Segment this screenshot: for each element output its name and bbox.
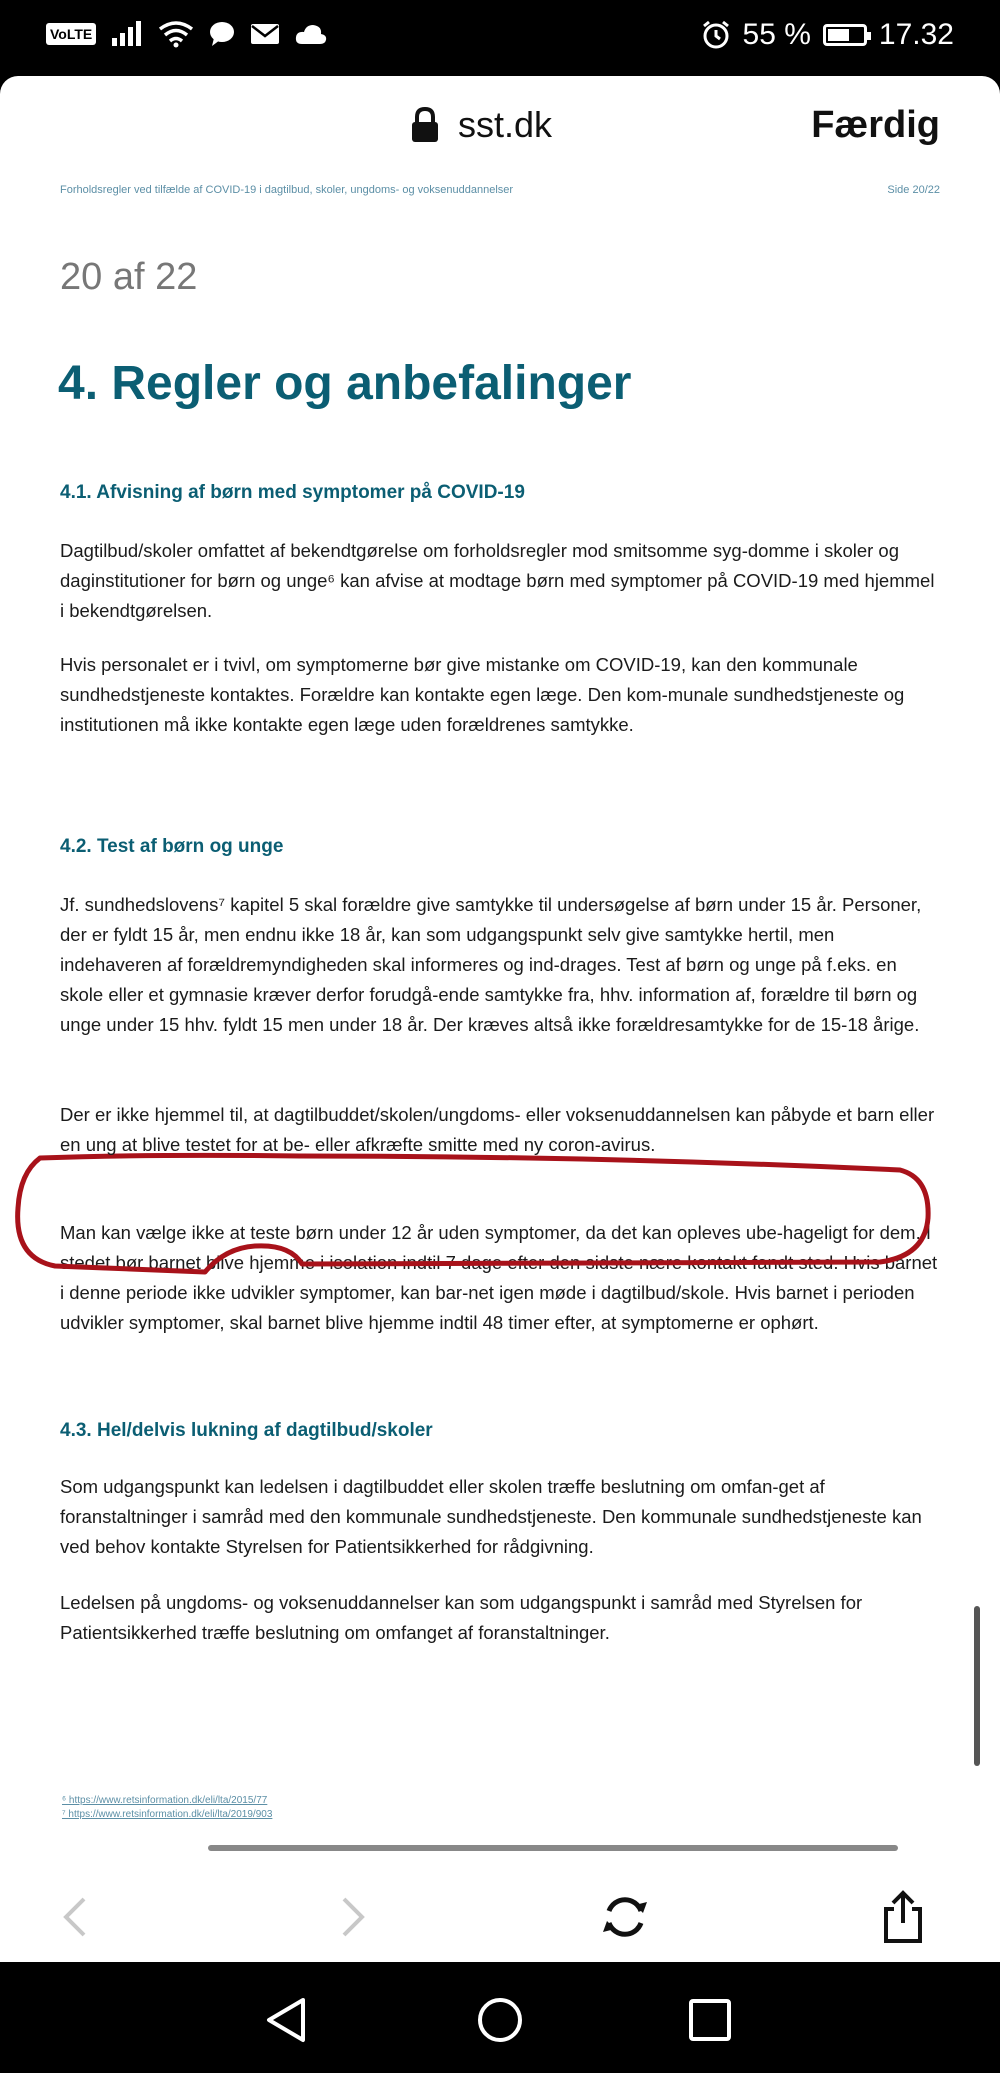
- paragraph: Dagtilbud/skoler omfattet af bekendtgørelse om forholdsregler mod smitsomme syg-domme i skoler og daginstitutioner for børn og unge⁶ kan afvise at modtage børn med symptomer på COVID-19 med hjemmel i bekendtgørelsen.: [60, 540, 935, 621]
- running-header-page: Side 20/22: [887, 184, 940, 196]
- paragraph: Jf. sundhedslovens⁷ kapitel 5 skal forældre give samtykke til undersøgelse af børn under 15 år. Personer, der er fyldt 15 år, men endnu ikke 18 år, kan som udgangspunkt selv give samtykke hertil, men indehaveren af forældremyndigheden skal informeres og ind-drages. Test af børn og unge på f.eks. en skole eller et gymnasie kræver derfor forudgå-ende samtykke fra, hhv. information af, forældre til børn og unge under 15 hhv. fyldt 15 men under 18 år. Der kræves altså ikke forældresamtykke for de 15-18 årige.: [60, 894, 922, 1035]
- footnote-link[interactable]: ⁷ https://www.retsinformation.dk/eli/lta/2019/903: [62, 1809, 273, 1820]
- paragraph: Ledelsen på ungdoms- og voksenuddannelser kan som udgangspunkt i samråd med Styrelsen for Patientsikkerhed træffe beslutning om omfanget af foranstaltninger.: [60, 1592, 863, 1643]
- circle-home-icon: [475, 1995, 525, 2045]
- paragraph: Som udgangspunkt kan ledelsen i dagtilbuddet eller skolen træffe beslutning om omfan-get af foranstaltninger i samråd med den kommunale sundhedstjeneste. Den kommunale sundhedstjeneste kan ved behov kontakte Styrelsen for Patientsikkerhed for rådgivning.: [60, 1476, 922, 1557]
- back-button[interactable]: [40, 1882, 110, 1952]
- status-bar: [0, 0, 1000, 76]
- address-bar[interactable]: [410, 104, 552, 146]
- status-right: [701, 18, 954, 52]
- browser-top-bar: [0, 76, 1000, 172]
- forward-button[interactable]: [318, 1882, 388, 1952]
- signal-icon: [110, 20, 144, 48]
- alarm-icon: [701, 20, 731, 50]
- triangle-back-icon: [263, 1995, 309, 2045]
- nav-recents-button[interactable]: [680, 1990, 740, 2050]
- paragraph: Hvis personalet er i tvivl, om symptomerne bør give mistanke om COVID-19, kan den kommunale sundhedstjeneste kontaktes. Forældre kan kontakte egen læge. Den kom-munale sundhedstjeneste og institutionen må ikke kontakte egen læge uden forældrenes samtykke.: [60, 654, 905, 735]
- wifi-icon: [158, 20, 194, 48]
- footnote-link[interactable]: ⁶ https://www.retsinformation.dk/eli/lta/2015/77: [62, 1795, 268, 1806]
- chevron-left-icon: [60, 1895, 90, 1939]
- clock: 17.32: [878, 18, 954, 51]
- section-heading-4-3: 4.3. Hel/delvis lukning af dagtilbud/skoler: [60, 1420, 433, 1441]
- url-text: sst.dk: [458, 104, 553, 145]
- page-indicator: 20 af 22: [60, 256, 198, 298]
- square-recents-icon: [687, 1997, 733, 2043]
- battery-percent: 55 %: [742, 18, 811, 51]
- mail-icon: [250, 22, 280, 46]
- reload-icon: [599, 1891, 651, 1943]
- share-icon: [880, 1889, 926, 1945]
- chat-bubble-icon: [208, 20, 236, 48]
- section-heading-4-2: 4.2. Test af børn og unge: [60, 836, 284, 857]
- battery-icon: [823, 24, 867, 46]
- red-circle-annotation: [0, 1148, 1000, 1318]
- done-button[interactable]: Færdig: [811, 104, 940, 146]
- browser-bottom-toolbar: [0, 1876, 1000, 1962]
- cloud-icon: [294, 22, 328, 46]
- section-heading-4-1: 4.1. Afvisning af børn med symptomer på COVID-19: [60, 482, 525, 503]
- chevron-right-icon: [338, 1895, 368, 1939]
- status-left: [46, 20, 328, 48]
- nav-back-button[interactable]: [256, 1990, 316, 2050]
- volte-badge: VoLTE: [46, 23, 96, 45]
- vertical-scrollbar[interactable]: [974, 1606, 980, 1766]
- highlighted-paragraph: Der er ikke hjemmel til, at dagtilbuddet/skolen/ungdoms- eller voksenuddannelsen kan påbyde et barn eller en ung at blive testet for at be- eller afkræfte smitte med ny coron-avirus.: [60, 1104, 935, 1155]
- running-header-title: Forholdsregler ved tilfælde af COVID-19 i dagtilbud, skoler, ungdoms- og voksenuddannelser: [60, 184, 514, 196]
- footnotes: [62, 1794, 272, 1822]
- share-button[interactable]: [868, 1882, 938, 1952]
- paragraph: Man kan vælge ikke at teste børn under 12 år uden symptomer, da det kan opleves ube-hageligt for dem. I stedet bør barnet blive hjemme i isolation indtil 7 dage efter den sidste nære kontakt fandt sted. Hvis barnet i denne periode ikke udvikler symptomer, kan bar-net igen møde i dagtilbud/skole. Hvis barnet i perioden udvikler symptomer, skal barnet blive hjemme indtil 48 timer efter, at symptomerne er ophørt.: [60, 1222, 938, 1333]
- horizontal-scrollbar[interactable]: [208, 1845, 898, 1851]
- document-running-header: [60, 184, 940, 196]
- browser-viewport: [0, 76, 1000, 1962]
- nav-home-button[interactable]: [470, 1990, 530, 2050]
- lock-icon: [410, 107, 440, 143]
- reload-button[interactable]: [590, 1882, 660, 1952]
- system-navigation-bar: [0, 1962, 1000, 2073]
- document-title: 4. Regler og anbefalinger: [58, 357, 632, 410]
